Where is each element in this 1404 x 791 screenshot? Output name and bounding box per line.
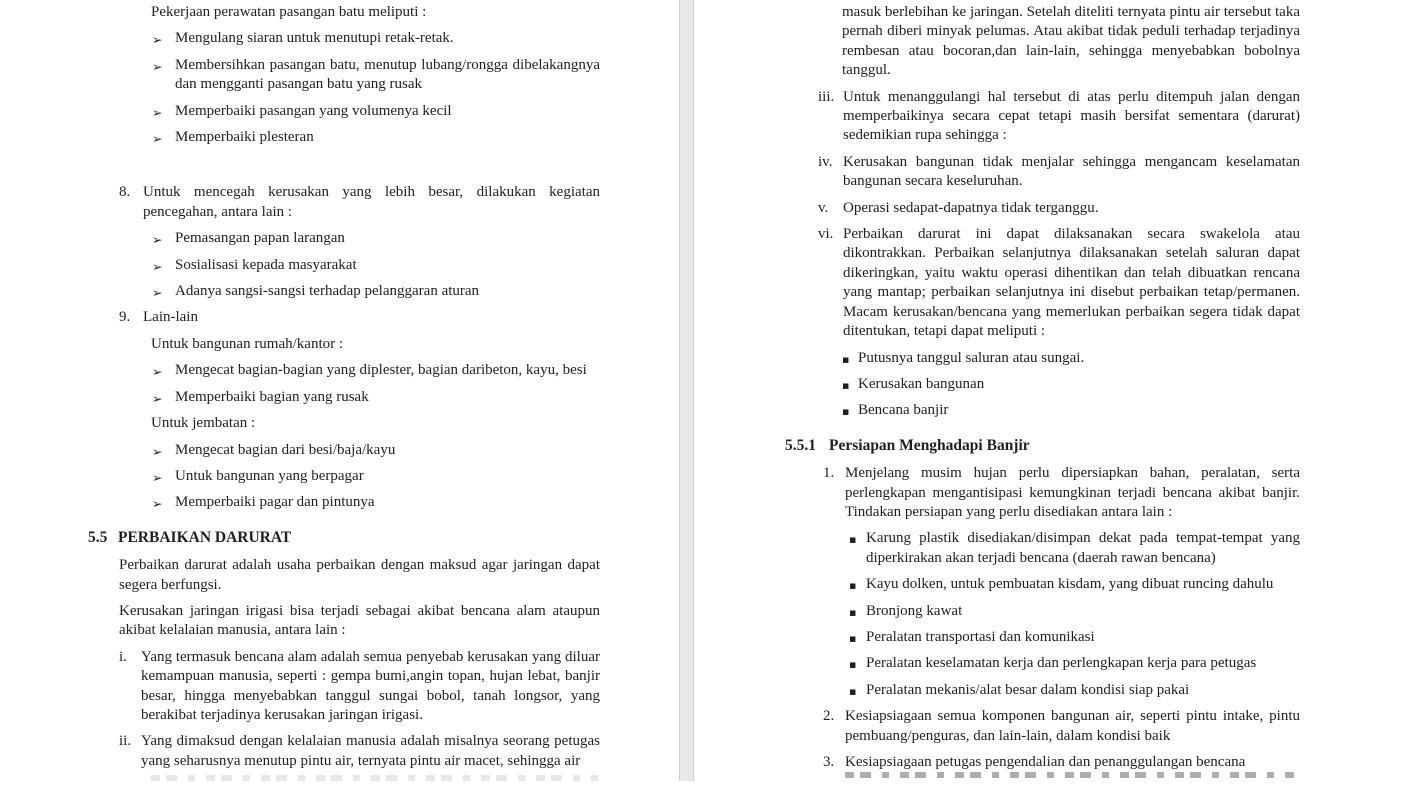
text-line: Kerusakan bangunan tidak menjalar sehingga mengancam keselamatan bangunan secara keseluruhan. [843,153,1300,190]
numbered-item [88,183,600,222]
arrow-bullet-icon: ➢ [152,131,163,147]
square-bullet-icon: ▪ [849,579,857,593]
text-line: Untuk bangunan yang berpagar [175,467,364,484]
square-bullet-icon: ▪ [849,684,857,698]
roman-numbered-item [785,153,1300,192]
arrow-bullet-icon: ➢ [152,390,163,406]
square-bullet-icon: ▪ [849,533,857,547]
text-line: Persiapan Menghadapi Banjir [829,436,1030,454]
text-line: Sosialisasi kepada masyarakat [175,256,357,273]
arrow-bullet-item [88,282,600,301]
item-number: 3. [823,754,835,770]
arrow-bullet-icon: ➢ [152,469,163,485]
text-line: Bronjong kawat [866,602,963,619]
paragraph [88,3,600,22]
text-line: Yang termasuk bencana alam adalah semua penyebab kerusakan yang diluar kemampuan manusia, seperti : gempa bumi,angin topan, hujan lebat, banjir besar, hingga menyebabkan tanggul sungai bobol, tanah longsor, yang berakibat terjadinya kerusakan jaringan irigasi. [141,648,600,723]
square-bullet-item [785,575,1300,594]
arrow-bullet-icon: ➢ [152,364,163,380]
text-line: Peralatan keselamatan kerja dan perlengkapan kerja para petugas [866,655,1257,672]
numbered-item [785,753,1300,772]
arrow-bullet-icon: ➢ [152,285,163,301]
arrow-bullet-item [88,467,600,486]
text-line: Operasi sedapat-dapatnya tidak terganggu. [843,199,1099,216]
text-line: Mengecat bagian dari besi/baja/kayu [175,441,396,458]
section-number: 5.5 [88,528,108,546]
arrow-bullet-icon: ➢ [152,496,163,512]
section-heading [785,436,1300,455]
text-line: Pemasangan papan larangan [175,230,345,247]
text-line: masuk berlebihan ke jaringan. Setelah diteliti ternyata pintu air tersebut taka pernah diberi minyak pelumas. Atau akibat tidak peduli terhadap terjadinya rembesan atau bocoran,dan lain-lain, sehingga menyebabkan bobolnya tanggul. [842,4,1300,79]
item-roman-numeral: iv. [818,153,833,170]
text-line: Kerusakan jaringan irigasi bisa terjadi sebagai akibat bencana alam ataupun akibat kelalaian manusia, antara lain : [119,602,600,639]
arrow-bullet-item [88,102,600,121]
document-page-left [88,0,600,771]
item-roman-numeral: vi. [818,226,834,243]
text-line: Menjelang musim hujan perlu dipersiapkan bahan, peralatan, serta perlengkapan mengantisipasi kemungkinan terjadi bencana akibat banjir. Tindakan persiapan yang perlu disediakan antara lain : [845,465,1300,520]
continuation-paragraph [785,3,1300,81]
text-line: Memperbaiki pagar dan pintunya [175,494,375,511]
text-line: Yang dimaksud dengan kelalaian manusia adalah misalnya seorang petugas yang seharusnya menutup pintu air, ternyata pintu air macet, sehingga air [141,733,600,769]
arrow-bullet-item [88,29,600,48]
square-bullet-item [785,375,1300,394]
arrow-bullet-item [88,56,600,95]
text-line: Peralatan transportasi dan komunikasi [866,628,1095,645]
arrow-bullet-item [88,361,600,380]
arrow-bullet-icon: ➢ [152,58,163,74]
item-roman-numeral: i. [119,648,127,665]
text-line: Untuk bangunan rumah/kantor : [151,335,344,352]
arrow-bullet-item [88,388,600,407]
arrow-bullet-item [88,229,600,248]
text-line: Pekerjaan perawatan pasangan batu meliputi : [151,4,427,20]
item-number: 1. [823,465,835,482]
square-bullet-item [785,681,1300,700]
numbered-item [785,464,1300,522]
text-line: Mengecat bagian-bagian yang diplester, bagian daribeton, kayu, besi [175,362,587,379]
text-line: PERBAIKAN DARURAT [118,528,292,546]
square-bullet-icon: ▪ [849,605,857,619]
text-line: Untuk menanggulangi hal tersebut di atas perlu ditempuh jalan dengan memperbaikinya secara cepat tetapi masih bersifat sementara (darurat) sedemikian rupa sehingga : [843,88,1300,144]
text-line: Karung plastik disediakan/disimpan dekat pada tempat-tempat yang diperkirakan akan terjadi bencana (daerah rawan bencana) [866,530,1300,566]
section-heading [88,528,600,547]
text-line: Kayu dolken, untuk pembuatan kisdam, yang dibuat runcing dahulu [866,576,1274,593]
arrow-bullet-icon: ➢ [152,104,163,120]
paragraph [88,335,600,354]
roman-numbered-item [785,88,1300,146]
square-bullet-icon: ▪ [849,631,857,645]
text-line: Memperbaiki plesteran [175,129,314,146]
square-bullet-icon: ▪ [842,378,850,392]
numbered-item [88,308,600,327]
text-line: Putusnya tanggul saluran atau sungai. [858,349,1085,366]
square-bullet-item [785,628,1300,647]
text-line: Mengulang siaran untuk menutupi retak-retak. [175,30,454,47]
arrow-bullet-icon: ➢ [152,258,163,274]
text-line: Memperbaiki pasangan yang volumenya kecil [175,102,452,119]
arrow-bullet-icon: ➢ [152,232,163,248]
square-bullet-item [785,529,1300,568]
roman-numbered-item [785,199,1300,218]
item-number: 8. [119,184,131,201]
arrow-bullet-item [88,128,600,147]
text-line: Kesiapsiagaan semua komponen bangunan air, seperti pintu intake, pintu pembuang/penguras, dan lain-lain, dalam kondisi baik [845,708,1300,744]
text-line: Membersihkan pasangan batu, menutup lubang/rongga dibelakangnya dan mengganti pasangan batu yang rusak [175,56,600,93]
cut-off-text-remnant [151,775,598,781]
square-bullet-item [785,654,1300,673]
text-line: Lain-lain [143,309,198,326]
paragraph [88,556,600,595]
text-line: Perbaikan darurat ini dapat dilaksanakan secara swakelola atau dikontrakkan. Perbaikan selanjutnya dilaksanakan setelah saluran dapat dikeringkan, yaitu waktu operasi dihentikan dan telah dibuatkan rencana yang mantap; perbaikan selanjutnya ini disebut perbaikan tetap/permanen. Macam kerusakan/bencana yang memerlukan perbaikan segera tidak dapat ditentukan, tetapi dapat meliputi : [843,226,1300,340]
roman-numbered-item [88,648,600,726]
item-number: 9. [119,309,131,326]
document-page-right [785,0,1300,772]
text-line: Untuk mencegah kerusakan yang lebih besar, dilakukan kegiatan pencegahan, antara lain : [143,184,600,220]
square-bullet-icon: ▪ [842,405,850,419]
item-roman-numeral: iii. [818,88,835,105]
roman-numbered-item [88,732,600,771]
arrow-bullet-item [88,493,600,512]
item-number: 2. [823,708,835,725]
square-bullet-item [785,349,1300,368]
paragraph [88,602,600,641]
text-line: Adanya sangsi-sangsi terhadap pelanggaran aturan [175,283,480,300]
square-bullet-item [785,401,1300,420]
paragraph [88,414,600,433]
text-line: Perbaikan darurat adalah usaha perbaikan dengan maksud agar jaringan dapat segera berfungsi. [119,557,600,593]
square-bullet-item [785,602,1300,621]
numbered-item [785,707,1300,746]
arrow-bullet-icon: ➢ [152,443,163,459]
text-line: Bencana banjir [858,402,949,419]
cut-off-text-remnant [845,772,1300,778]
text-line: Peralatan mekanis/alat besar dalam kondisi siap pakai [866,681,1190,698]
item-roman-numeral: v. [818,199,829,216]
section-number: 5.5.1 [785,436,816,454]
text-line: Memperbaiki bagian yang rusak [175,388,369,405]
square-bullet-icon: ▪ [842,352,850,366]
arrow-bullet-icon: ➢ [152,32,163,48]
arrow-bullet-item [88,441,600,460]
roman-numbered-item [785,225,1300,341]
arrow-bullet-item [88,256,600,275]
text-line: Kerusakan bangunan [858,375,985,392]
text-line: Kesiapsiagaan petugas pengendalian dan penanggulangan bencana [845,754,1246,770]
item-roman-numeral: ii. [119,733,132,750]
page-gap-divider [679,0,694,781]
text-line: Untuk jembatan : [151,415,256,432]
square-bullet-icon: ▪ [849,658,857,672]
